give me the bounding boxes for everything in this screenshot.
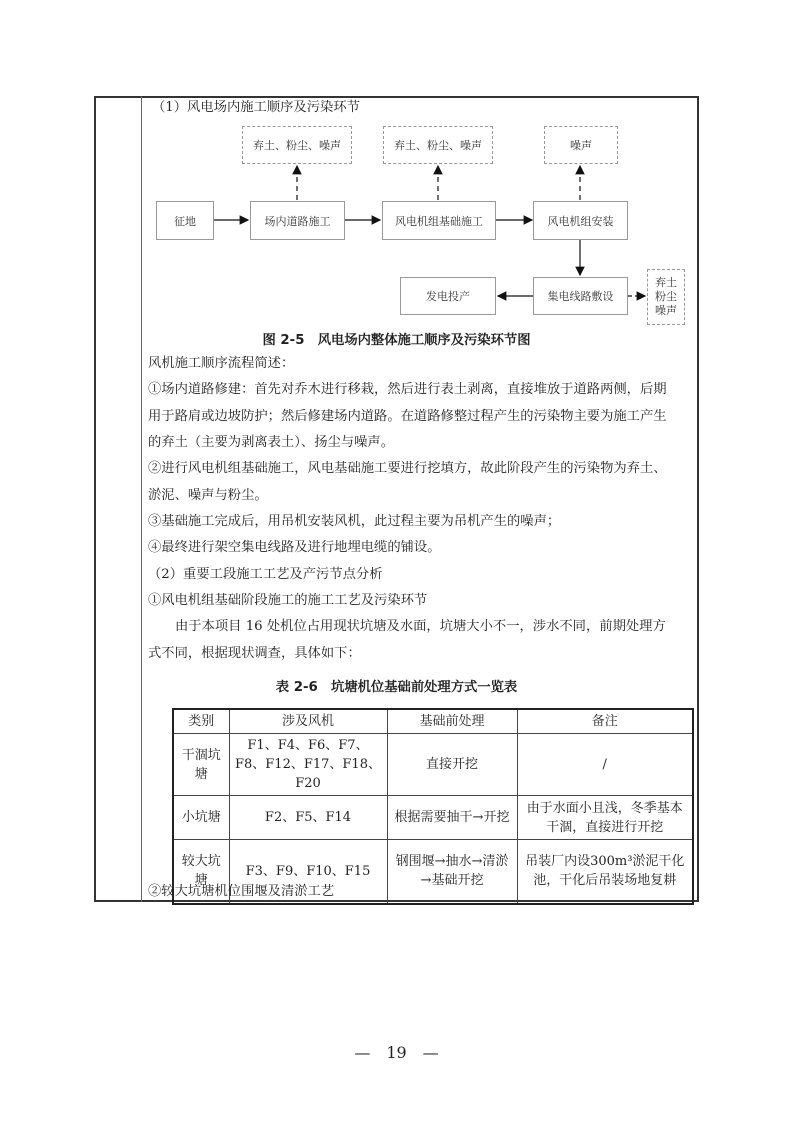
table-row [173, 734, 693, 796]
header-cell: 备注 [517, 709, 693, 734]
pollution-install: 噪声 [544, 126, 618, 164]
subsection-item: ①风电机组基础阶段施工的施工工艺及污染环节 [148, 593, 428, 608]
page-number: — 19 — [354, 1043, 439, 1062]
paragraph-line: ①场内道路修建：首先对乔木进行移栽，然后进行表土剥离，直接堆放于道路两侧，后期 [148, 382, 667, 397]
node-power: 发电投产 [400, 277, 496, 315]
section-heading: （1）风电场内施工顺序及污染环节 [152, 100, 360, 115]
table-cell: F2、F5、F14 [229, 796, 387, 840]
pollution-line-item: 弃土 [655, 276, 677, 289]
table-header-row [173, 709, 693, 734]
pollution-line-item: 噪声 [655, 304, 677, 317]
table-cell: F3、F9、F10、F15 [229, 840, 387, 904]
pond-treatment-table [172, 708, 694, 905]
paragraph-line: ④最终进行架空集电线路及进行地埋电缆的铺设。 [148, 540, 441, 555]
header-cell: 涉及风机 [229, 709, 387, 734]
table-cell: / [517, 734, 693, 796]
paragraph-line: 的弃土（主要为剥离表土）、扬尘与噪声。 [148, 435, 394, 450]
paragraph-line: 淤泥、噪声与粉尘。 [148, 488, 268, 503]
paragraph-line: ②进行风电机组基础施工，风电基础施工要进行挖填方，故此阶段产生的污染物为弃土、 [148, 461, 667, 476]
paragraph-line: 用于路肩或边坡防护；然后修建场内道路。在道路修整过程产生的污染物主要为施工产生 [148, 409, 667, 424]
table-cell: 吊装厂内设300m³淤泥干化池，干化后吊装场地复耕 [517, 840, 693, 904]
node-foundation: 风电机组基础施工 [382, 201, 496, 240]
table-cell: 直接开挖 [387, 734, 517, 796]
pollution-foundation: 弃土、粉尘、噪声 [383, 126, 493, 164]
subsection-item: ②较大坑塘机位围堰及清淤工艺 [148, 884, 335, 899]
table-cell: 较大坑塘 [173, 840, 229, 904]
table-cell: F1、F4、F6、F7、F8、F12、F17、F18、F20 [229, 734, 387, 796]
table-caption: 表 2-6 坑塘机位基础前处理方式一览表 [275, 680, 518, 695]
paragraph-line: ③基础施工完成后，用吊机安装风机，此过程主要为吊机产生的噪声； [148, 514, 561, 529]
table-cell: 钢围堰→抽水→清淤→基础开挖 [387, 840, 517, 904]
subsection-heading: （2）重要工段施工工艺及产污节点分析 [148, 567, 383, 582]
paragraph-line: 式不同，根据现状调查，具体如下： [148, 646, 361, 661]
header-cell: 基础前处理 [387, 709, 517, 734]
pollution-road: 弃土、粉尘、噪声 [242, 126, 352, 164]
intro-text: 风机施工顺序流程简述： [148, 356, 295, 371]
table-cell: 根据需要抽干→开挖 [387, 796, 517, 840]
table-cell: 由于水面小且浅，冬季基本干涸，直接进行开挖 [517, 796, 693, 840]
node-road: 场内道路施工 [250, 201, 345, 240]
pollution-line [647, 269, 685, 325]
node-land: 征地 [156, 201, 214, 240]
figure-caption: 图 2-5 风电场内整体施工顺序及污染环节图 [262, 333, 531, 348]
table-cell: 干涸坑塘 [173, 734, 229, 796]
table-row [173, 796, 693, 840]
paragraph-line: 由于本项目 16 处机位占用现状坑塘及水面，坑塘大小不一，涉水不同，前期处理方 [175, 619, 666, 634]
table-cell: 小坑塘 [173, 796, 229, 840]
node-install: 风电机组安装 [533, 201, 628, 240]
pollution-line-item: 粉尘 [655, 290, 677, 303]
header-cell: 类别 [173, 709, 229, 734]
node-line: 集电线路敷设 [533, 277, 628, 315]
